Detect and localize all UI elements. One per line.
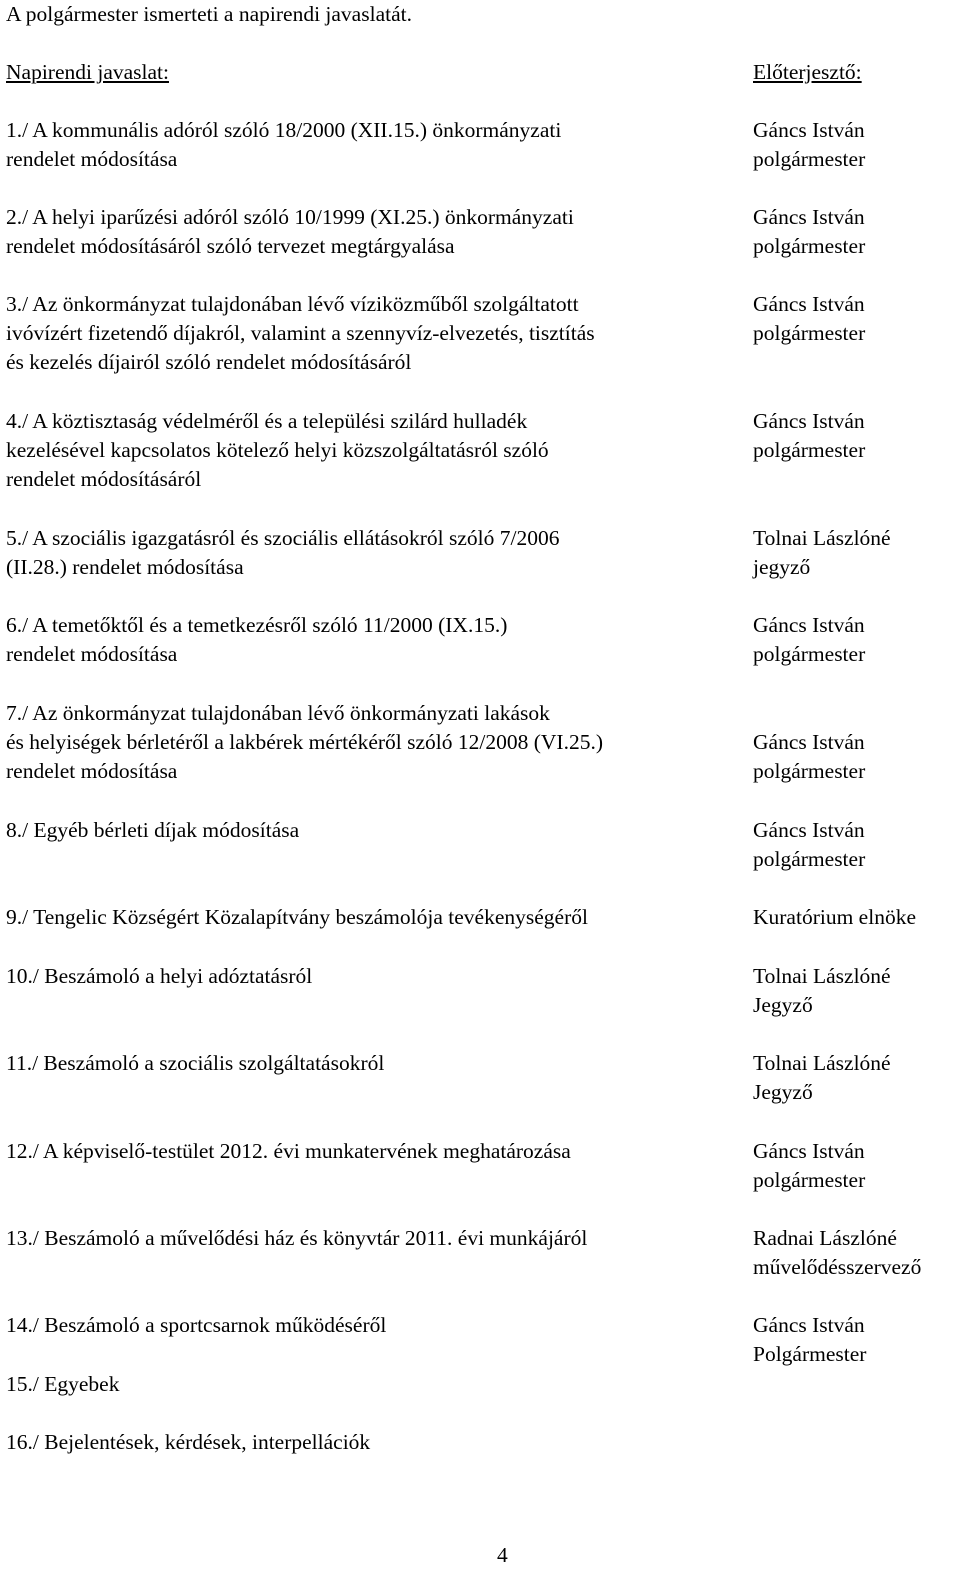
agenda-item-presenter: jegyző	[753, 555, 811, 580]
intro-text: A polgármester ismerteti a napirendi javaslatát.	[6, 2, 412, 26]
agenda-item-line: 4./ A köztisztaság védelméről és a települési szilárd hulladék	[6, 409, 528, 433]
agenda-item-presenter: Gáncs István	[753, 1139, 865, 1163]
agenda-item-line: 12./ A képviselő-testület 2012. évi munkatervének meghatározása	[6, 1139, 571, 1163]
agenda-item-line: 8./ Egyéb bérleti díjak módosítása	[6, 818, 300, 842]
agenda-item-line: rendelet módosítása	[6, 147, 178, 172]
agenda-item-presenter: Gáncs István	[753, 818, 865, 842]
agenda-item-presenter: polgármester	[753, 1168, 866, 1193]
agenda-item-line: rendelet módosításáról szóló tervezet megtárgyalása	[6, 234, 455, 259]
agenda-item-presenter: polgármester	[753, 847, 866, 872]
agenda-item-presenter: Gáncs István	[753, 292, 865, 316]
agenda-item-line: rendelet módosításáról	[6, 467, 202, 492]
agenda-item-line: 7./ Az önkormányzat tulajdonában lévő önkormányzati lakások	[6, 701, 550, 725]
agenda-item-line: 9./ Tengelic Községért Közalapítvány beszámolója tevékenységéről	[6, 905, 588, 929]
agenda-item-presenter: polgármester	[753, 234, 866, 259]
agenda-item-presenter: Radnai Lászlóné	[753, 1226, 897, 1250]
agenda-item-line: 16./ Bejelentések, kérdések, interpellációk	[6, 1430, 371, 1454]
agenda-item-presenter: polgármester	[753, 759, 866, 784]
agenda-item-line: 2./ A helyi iparűzési adóról szóló 10/1999 (XI.25.) önkormányzati	[6, 205, 574, 229]
agenda-item-presenter: Tolnai Lászlóné	[753, 526, 891, 550]
agenda-item-presenter: Kuratórium elnöke	[753, 905, 916, 929]
agenda-item-presenter: Gáncs István	[753, 613, 865, 637]
agenda-item-presenter: Jegyző	[753, 1080, 813, 1105]
agenda-item-line: ivóvízért fizetendő díjakról, valamint a szennyvíz-elvezetés, tisztítás	[6, 321, 595, 346]
agenda-item-presenter: Gáncs István	[753, 1313, 865, 1337]
agenda-item-line: 14./ Beszámoló a sportcsarnok működéséről	[6, 1313, 387, 1337]
agenda-item-line: 1./ A kommunális adóról szóló 18/2000 (XII.15.) önkormányzati	[6, 118, 562, 142]
agenda-item-presenter: polgármester	[753, 321, 866, 346]
agenda-item-presenter: polgármester	[753, 642, 866, 667]
agenda-item-line: és helyiségek bérletéről a lakbérek mértékéről szóló 12/2008 (VI.25.)	[6, 730, 604, 755]
agenda-item-presenter: Tolnai Lászlóné	[753, 1051, 891, 1075]
agenda-item-presenter: Gáncs István	[753, 730, 865, 755]
agenda-item-presenter: Gáncs István	[753, 409, 865, 433]
agenda-item-line: 13./ Beszámoló a művelődési ház és könyvtár 2011. évi munkájáról	[6, 1226, 588, 1250]
agenda-item-line: 11./ Beszámoló a szociális szolgáltatásokról	[6, 1051, 385, 1075]
agenda-item-line: (II.28.) rendelet módosítása	[6, 555, 244, 580]
page-number: 4	[497, 1543, 508, 1567]
agenda-item-line: rendelet módosítása	[6, 759, 178, 784]
agenda-item-presenter: Jegyző	[753, 993, 813, 1018]
agenda-item-line: 5./ A szociális igazgatásról és szociális ellátásokról szóló 7/2006	[6, 526, 560, 550]
agenda-item-presenter: művelődésszervező	[753, 1255, 922, 1280]
agenda-item-line: rendelet módosítása	[6, 642, 178, 667]
agenda-item-presenter: Gáncs István	[753, 205, 865, 229]
agenda-item-presenter: Polgármester	[753, 1342, 867, 1367]
agenda-item-line: 6./ A temetőktől és a temetkezésről szóló 11/2000 (IX.15.)	[6, 613, 508, 637]
agenda-item-line: 15./ Egyebek	[6, 1372, 120, 1396]
agenda-item-line: kezelésével kapcsolatos kötelező helyi közszolgáltatásról szóló	[6, 438, 549, 463]
agenda-item-presenter: polgármester	[753, 147, 866, 172]
agenda-item-line: 10./ Beszámoló a helyi adóztatásról	[6, 964, 313, 988]
agenda-item-presenter: Tolnai Lászlóné	[753, 964, 891, 988]
presenter-label: Előterjesztő:	[753, 60, 862, 84]
agenda-item-line: és kezelés díjairól szóló rendelet módosításáról	[6, 350, 412, 375]
agenda-item-presenter: polgármester	[753, 438, 866, 463]
agenda-item-line: 3./ Az önkormányzat tulajdonában lévő víziközműből szolgáltatott	[6, 292, 579, 316]
agenda-label: Napirendi javaslat:	[6, 60, 169, 84]
agenda-item-presenter: Gáncs István	[753, 118, 865, 142]
